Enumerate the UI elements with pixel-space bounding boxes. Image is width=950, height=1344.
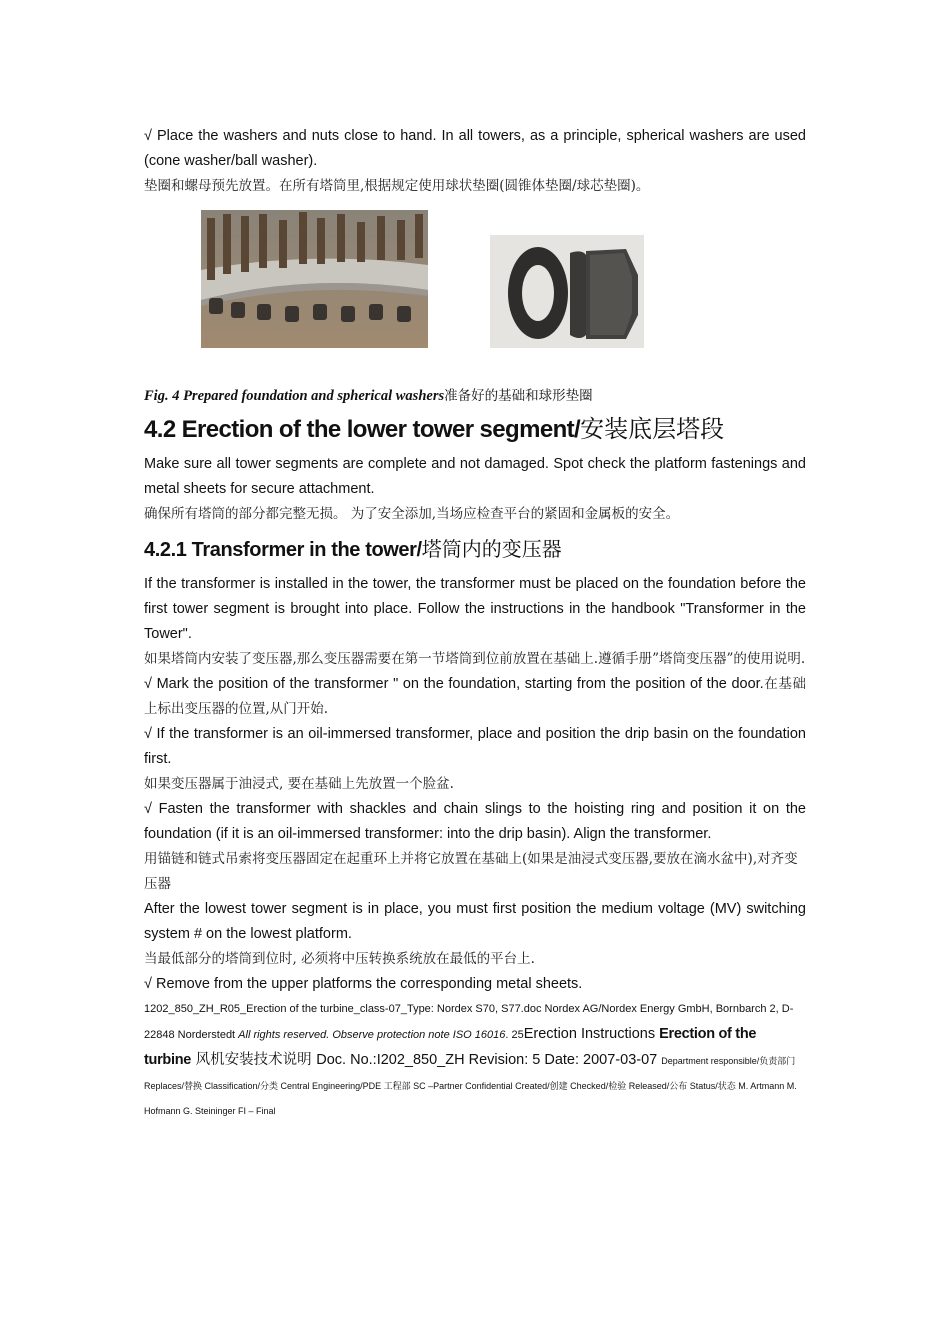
subsection-heading-en: 4.2.1 Transformer in the tower/ xyxy=(144,539,422,561)
drip-basin-step-zh: 如果变压器属于油浸式, 要在基础上先放置一个脸盆. xyxy=(144,776,454,792)
fasten-transformer-step-zh: 用锚链和链式吊索将变压器固定在起重环上并将它放置在基础上(如果是油浸式变压器,要放在滴水盆中),对齐变压器 xyxy=(144,851,798,892)
mark-position-step xyxy=(144,672,806,722)
mark-position-step-zh: 在基础上标出变压器的位置,从门开始. xyxy=(144,676,806,717)
transformer-paragraph: If the transformer is installed in the tower, the transformer must be placed on the foundation before the first tower segment is brought into place. Follow the instructions in the handbook "Transformer in the Tower". xyxy=(144,576,806,642)
footer-file-info: 1202_850_ZH_R05_Erection of the turbine_class-07_Type: Nordex S70, S77.doc Nordex AG/Nordex Energy GmbH, Bornbarch 2, D-22848 Norderstedt xyxy=(144,1003,794,1041)
mv-switching-paragraph-zh: 当最低部分的塔筒到位时, 必须将中压转换系统放在最低的平台上. xyxy=(144,951,535,967)
footer-rights: All rights reserved. Observe protection note ISO 16016 xyxy=(238,1029,506,1041)
footer-doc-title-zh: 风机安装技术说明 xyxy=(191,1052,317,1068)
section-heading-zh: 安装底层塔段 xyxy=(580,415,725,443)
footer-doc-number: Doc. No.:I202_850_ZH Revision: 5 Date: 2007-03-07 xyxy=(316,1052,662,1068)
subsection-heading xyxy=(144,535,806,564)
fasten-transformer-step: √ Fasten the transformer with shackles and chain slings to the hoisting ring and position it on the foundation (if it is an oil-immersed transformer: into the drip basin). Align the transformer. xyxy=(144,801,806,842)
subsection-heading-zh: 塔筒内的变压器 xyxy=(421,537,562,561)
figure-images xyxy=(144,205,806,365)
mv-switching-paragraph: After the lowest tower segment is in place, you must first position the medium voltage (MV) switching system # on the lowest platform. xyxy=(144,901,806,942)
footer-metadata: Department responsible/负责部门 Replaces/替换 Classification/分类 Central Engineering/PDE 工程部 SC –Partner Confidential Created/创建 Checked/检验 Released/公布 Status/状态 M. Artmann M. Hofmann G. Steininger FI – Final xyxy=(144,1056,797,1116)
figure-caption-zh: 准备好的基础和球形垫圈 xyxy=(444,388,593,404)
section-paragraph: Make sure all tower segments are complete and not damaged. Spot check the platform fastenings and metal sheets for secure attachment. xyxy=(144,456,806,497)
section-heading xyxy=(144,413,806,446)
intro-text-zh: 垫圈和螺母预先放置。在所有塔筒里,根据规定使用球状垫圈(圆锥体垫圈/球芯垫圈)。 xyxy=(144,178,650,194)
spherical-washers-photo xyxy=(490,235,644,348)
transformer-paragraph-zh: 如果塔筒内安装了变压器,那么变压器需要在第一节塔筒到位前放置在基础上.遵循手册”塔筒变压器”的使用说明. xyxy=(144,651,806,667)
document-page xyxy=(144,124,806,1124)
section-heading-en: 4.2 Erection of the lower tower segment/ xyxy=(144,416,581,443)
mark-position-step-en: √ Mark the position of the transformer " on the foundation, starting from the position of the door. xyxy=(144,676,764,692)
footer-erection-label: Erection Instructions xyxy=(523,1026,660,1042)
figure-caption-en: Fig. 4 Prepared foundation and spherical washers xyxy=(144,388,445,404)
drip-basin-step: √ If the transformer is an oil-immersed transformer, place and position the drip basin on the foundation first. xyxy=(144,726,806,767)
remove-sheets-step: √ Remove from the upper platforms the corresponding metal sheets. xyxy=(144,976,583,992)
document-footer xyxy=(144,997,806,1124)
footer-page-number: . 25 xyxy=(505,1029,524,1041)
intro-text: √ Place the washers and nuts close to hand. In all towers, as a principle, spherical washers are used (cone washer/ball washer). xyxy=(144,128,806,169)
figure-caption xyxy=(144,385,806,407)
footer-doc-title: Erection of the turbine xyxy=(144,1026,757,1068)
foundation-photo xyxy=(201,210,428,348)
section-paragraph-zh: 确保所有塔筒的部分都完整无损。 为了安全添加,当场应检查平台的紧固和金属板的安全。 xyxy=(144,506,680,522)
